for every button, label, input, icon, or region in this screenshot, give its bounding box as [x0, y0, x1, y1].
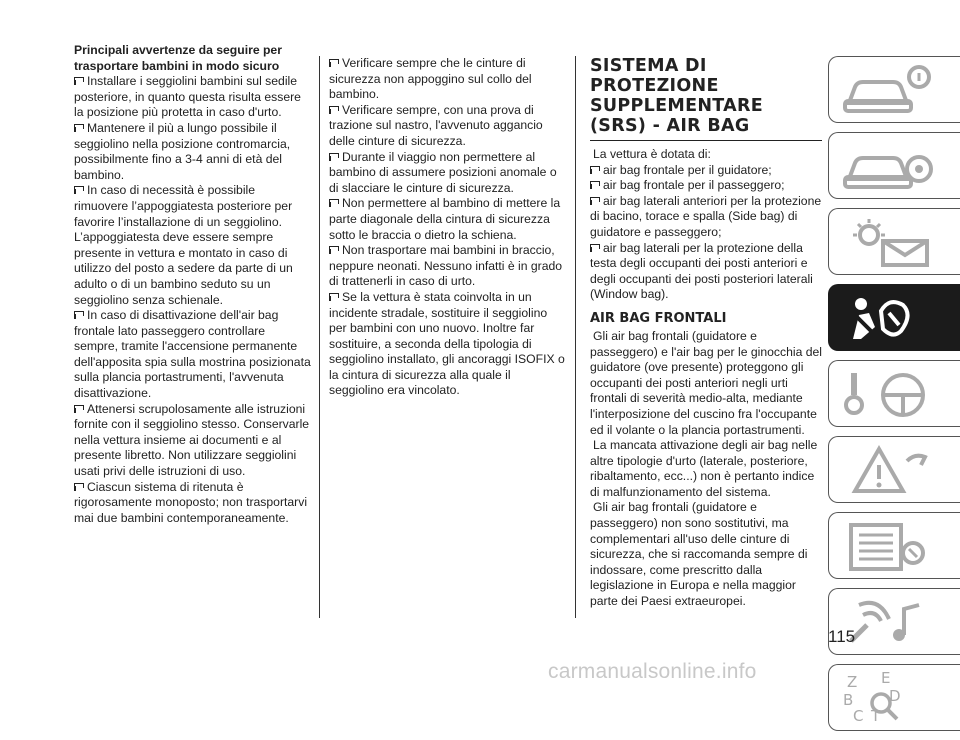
list-item-text: Ciascun sistema di ritenuta è rigorosamente monoposto; non trasportarvi mai due bambini contemporaneamente. [74, 479, 308, 525]
list-item [74, 74, 312, 121]
bullet-icon [590, 197, 600, 205]
airbag-list [590, 163, 822, 303]
bullet-icon [590, 181, 600, 189]
list-item [74, 480, 312, 527]
tab-maintenance[interactable] [828, 512, 960, 579]
bullet-icon [74, 405, 84, 413]
list-item [74, 308, 312, 402]
page-number: 115 [828, 627, 856, 646]
maintenance-list-icon [841, 519, 941, 573]
list-item [74, 121, 312, 183]
tab-car-info[interactable] [828, 56, 960, 123]
tab-warning-lights[interactable] [828, 208, 960, 275]
child-safety-list-continued [329, 56, 567, 399]
index-letter: Z [847, 673, 858, 691]
list-item [590, 241, 822, 303]
list-item-text: Non trasportare mai bambini in braccio, neppure neonati. Nessuno infatti è in grado di trattenerli in caso di urto. [329, 243, 563, 289]
child-safety-list [74, 74, 312, 526]
bullet-icon [329, 59, 339, 67]
column-divider [575, 56, 576, 618]
car-dashboard-icon [841, 139, 941, 193]
bullet-icon [74, 311, 84, 319]
index-letter: D [889, 687, 901, 705]
section-title: SISTEMA DI PROTEZIONE SUPPLEMENTARE (SRS) - AIR BAG [590, 56, 822, 141]
column-divider [319, 56, 320, 618]
car-info-icon [841, 63, 941, 117]
tab-driving[interactable] [828, 360, 960, 427]
bullet-icon [74, 124, 84, 132]
child-safety-heading: Principali avvertenze da seguire per trasportare bambini in modo sicuro [74, 43, 282, 73]
bullet-icon [590, 166, 600, 174]
paragraph: La mancata attivazione degli air bag nelle altre tipologie d'urto (laterale, posteriore, ribaltamento, ecc...) non è pertanto indice di malfunzionamento del sistema. [590, 438, 818, 499]
list-item [329, 243, 567, 290]
list-item-text: Se la vettura è stata coinvolta in un incidente stradale, sostituire il seggiolino per bambini con uno nuovo. Inoltre far sostituire, a seconda della tipologia di seggiolino installato, gli ancoraggi ISOFIX o la cintura di sicurezza alla quale il seggiolino era vincolato. [329, 289, 565, 398]
list-item [329, 290, 567, 399]
tab-index[interactable] [828, 664, 960, 731]
index-letter: E [881, 671, 891, 687]
list-item [329, 56, 567, 103]
list-item-text: In caso di necessità è possibile rimuovere l’appoggiatesta posteriore per favorire l’installazione di un seggiolino. L’appoggiatesta deve essere sempre presente in vettura e montato in caso di utilizzo del posto a sedere da parte di un adulto o di un bambino seduto su un seggiolino senza schienale. [74, 183, 293, 307]
list-item [329, 150, 567, 197]
warning-lights-icon [841, 215, 941, 269]
paragraph: Gli air bag frontali (guidatore e passeggero) non sono sostitutivi, ma complementari all'uso delle cinture di sicurezza, che si raccomanda sempre di indossare, come prescritto dalla legislazione in Europa e nella maggior parte dei Paesi extraeuropei. [590, 500, 808, 609]
list-item [590, 194, 822, 241]
list-item [590, 163, 822, 179]
list-item-text: air bag laterali per la protezione della testa degli occupanti dei posti anteriori e degli occupanti dei posti posteriori laterali (Window bag). [590, 240, 813, 302]
list-item-text: air bag laterali anteriori per la protezione di bacino, torace e spalla (Side bag) di guidatore e passeggero; [590, 193, 822, 239]
bullet-icon [329, 293, 339, 301]
column-2 [329, 56, 567, 399]
list-item-text: In caso di disattivazione dell'air bag frontale lato passeggero controllare sempre, tramite l'accensione permanente dell'apposita spia sulla mostrina posizionata sulla plancia portastrumenti, l'avvenuta disattivazione. [74, 308, 311, 401]
index-letter: T [871, 707, 881, 725]
watermark: carmanualsonline.info [548, 660, 757, 683]
list-item-text: air bag frontale per il guidatore; [603, 162, 772, 177]
list-item-text: Durante il viaggio non permettere al bambino di assumere posizioni anomale o di slacciare le cinture di sicurezza. [329, 149, 557, 195]
column-3 [590, 56, 822, 610]
list-item-text: air bag frontale per il passeggero; [603, 178, 785, 193]
index-letter: C [853, 707, 864, 725]
bullet-icon [74, 483, 84, 491]
index-letter: B [843, 691, 854, 709]
list-item-text: Verificare sempre, con una prova di trazione sul nastro, l'avvenuto aggancio delle cinture di sicurezza. [329, 102, 543, 148]
paragraph: Gli air bag frontali (guidatore e passeggero) e l'air bag per le ginocchia del guidatore (ove presente) proteggono gli occupanti dei posti anteriori negli urti frontali di severità medio-alta, mediante l'interposizione del cuscino fra l'occupante ed il volante o la plancia portastrumenti. [590, 328, 823, 437]
tab-car-dashboard[interactable] [828, 132, 960, 199]
frontal-airbag-text [590, 329, 822, 610]
list-item-text: Verificare sempre che le cinture di sicurezza non appoggino sul collo del bambino. [329, 56, 532, 102]
bullet-icon [74, 186, 84, 194]
bullet-icon [329, 199, 339, 207]
list-item-text: Installare i seggiolini bambini sul sedile posteriore, in quanto questa risulta essere la posizione più protetta in caso d'urto. [74, 74, 301, 120]
bullet-icon [590, 244, 600, 252]
tab-emergency[interactable] [828, 436, 960, 503]
list-item [74, 402, 312, 480]
airbag-intro: La vettura è dotata di: [593, 147, 711, 161]
bullet-icon [329, 153, 339, 161]
bullet-icon [329, 106, 339, 114]
multimedia-icon [841, 595, 941, 649]
tab-safety[interactable] [828, 284, 960, 351]
list-item [74, 183, 312, 308]
index-letters-icon [841, 671, 941, 725]
emergency-warning-icon [841, 443, 941, 497]
list-item [590, 178, 822, 194]
driving-steering-icon [841, 367, 941, 421]
list-item-text: Non permettere al bambino di mettere la parte diagonale della cintura di sicurezza sotto le braccia o dietro la schiena. [329, 196, 561, 242]
list-item-text: Attenersi scrupolosamente alle istruzioni fornite con il seggiolino stesso. Conservarle nella vettura insieme ai documenti e al presente libretto. Non utilizzare seggiolini usati privi delle istruzioni di uso. [74, 401, 310, 479]
subsection-title: AIR BAG FRONTALI [590, 310, 727, 326]
bullet-icon [329, 246, 339, 254]
list-item [329, 103, 567, 150]
list-item [329, 196, 567, 243]
column-1 [74, 43, 312, 526]
safety-airbag-icon [841, 291, 941, 345]
bullet-icon [74, 77, 84, 85]
list-item-text: Mantenere il più a lungo possibile il seggiolino nella posizione contromarcia, possibilmente fino a 3-4 anni di età del bambino. [74, 120, 291, 182]
